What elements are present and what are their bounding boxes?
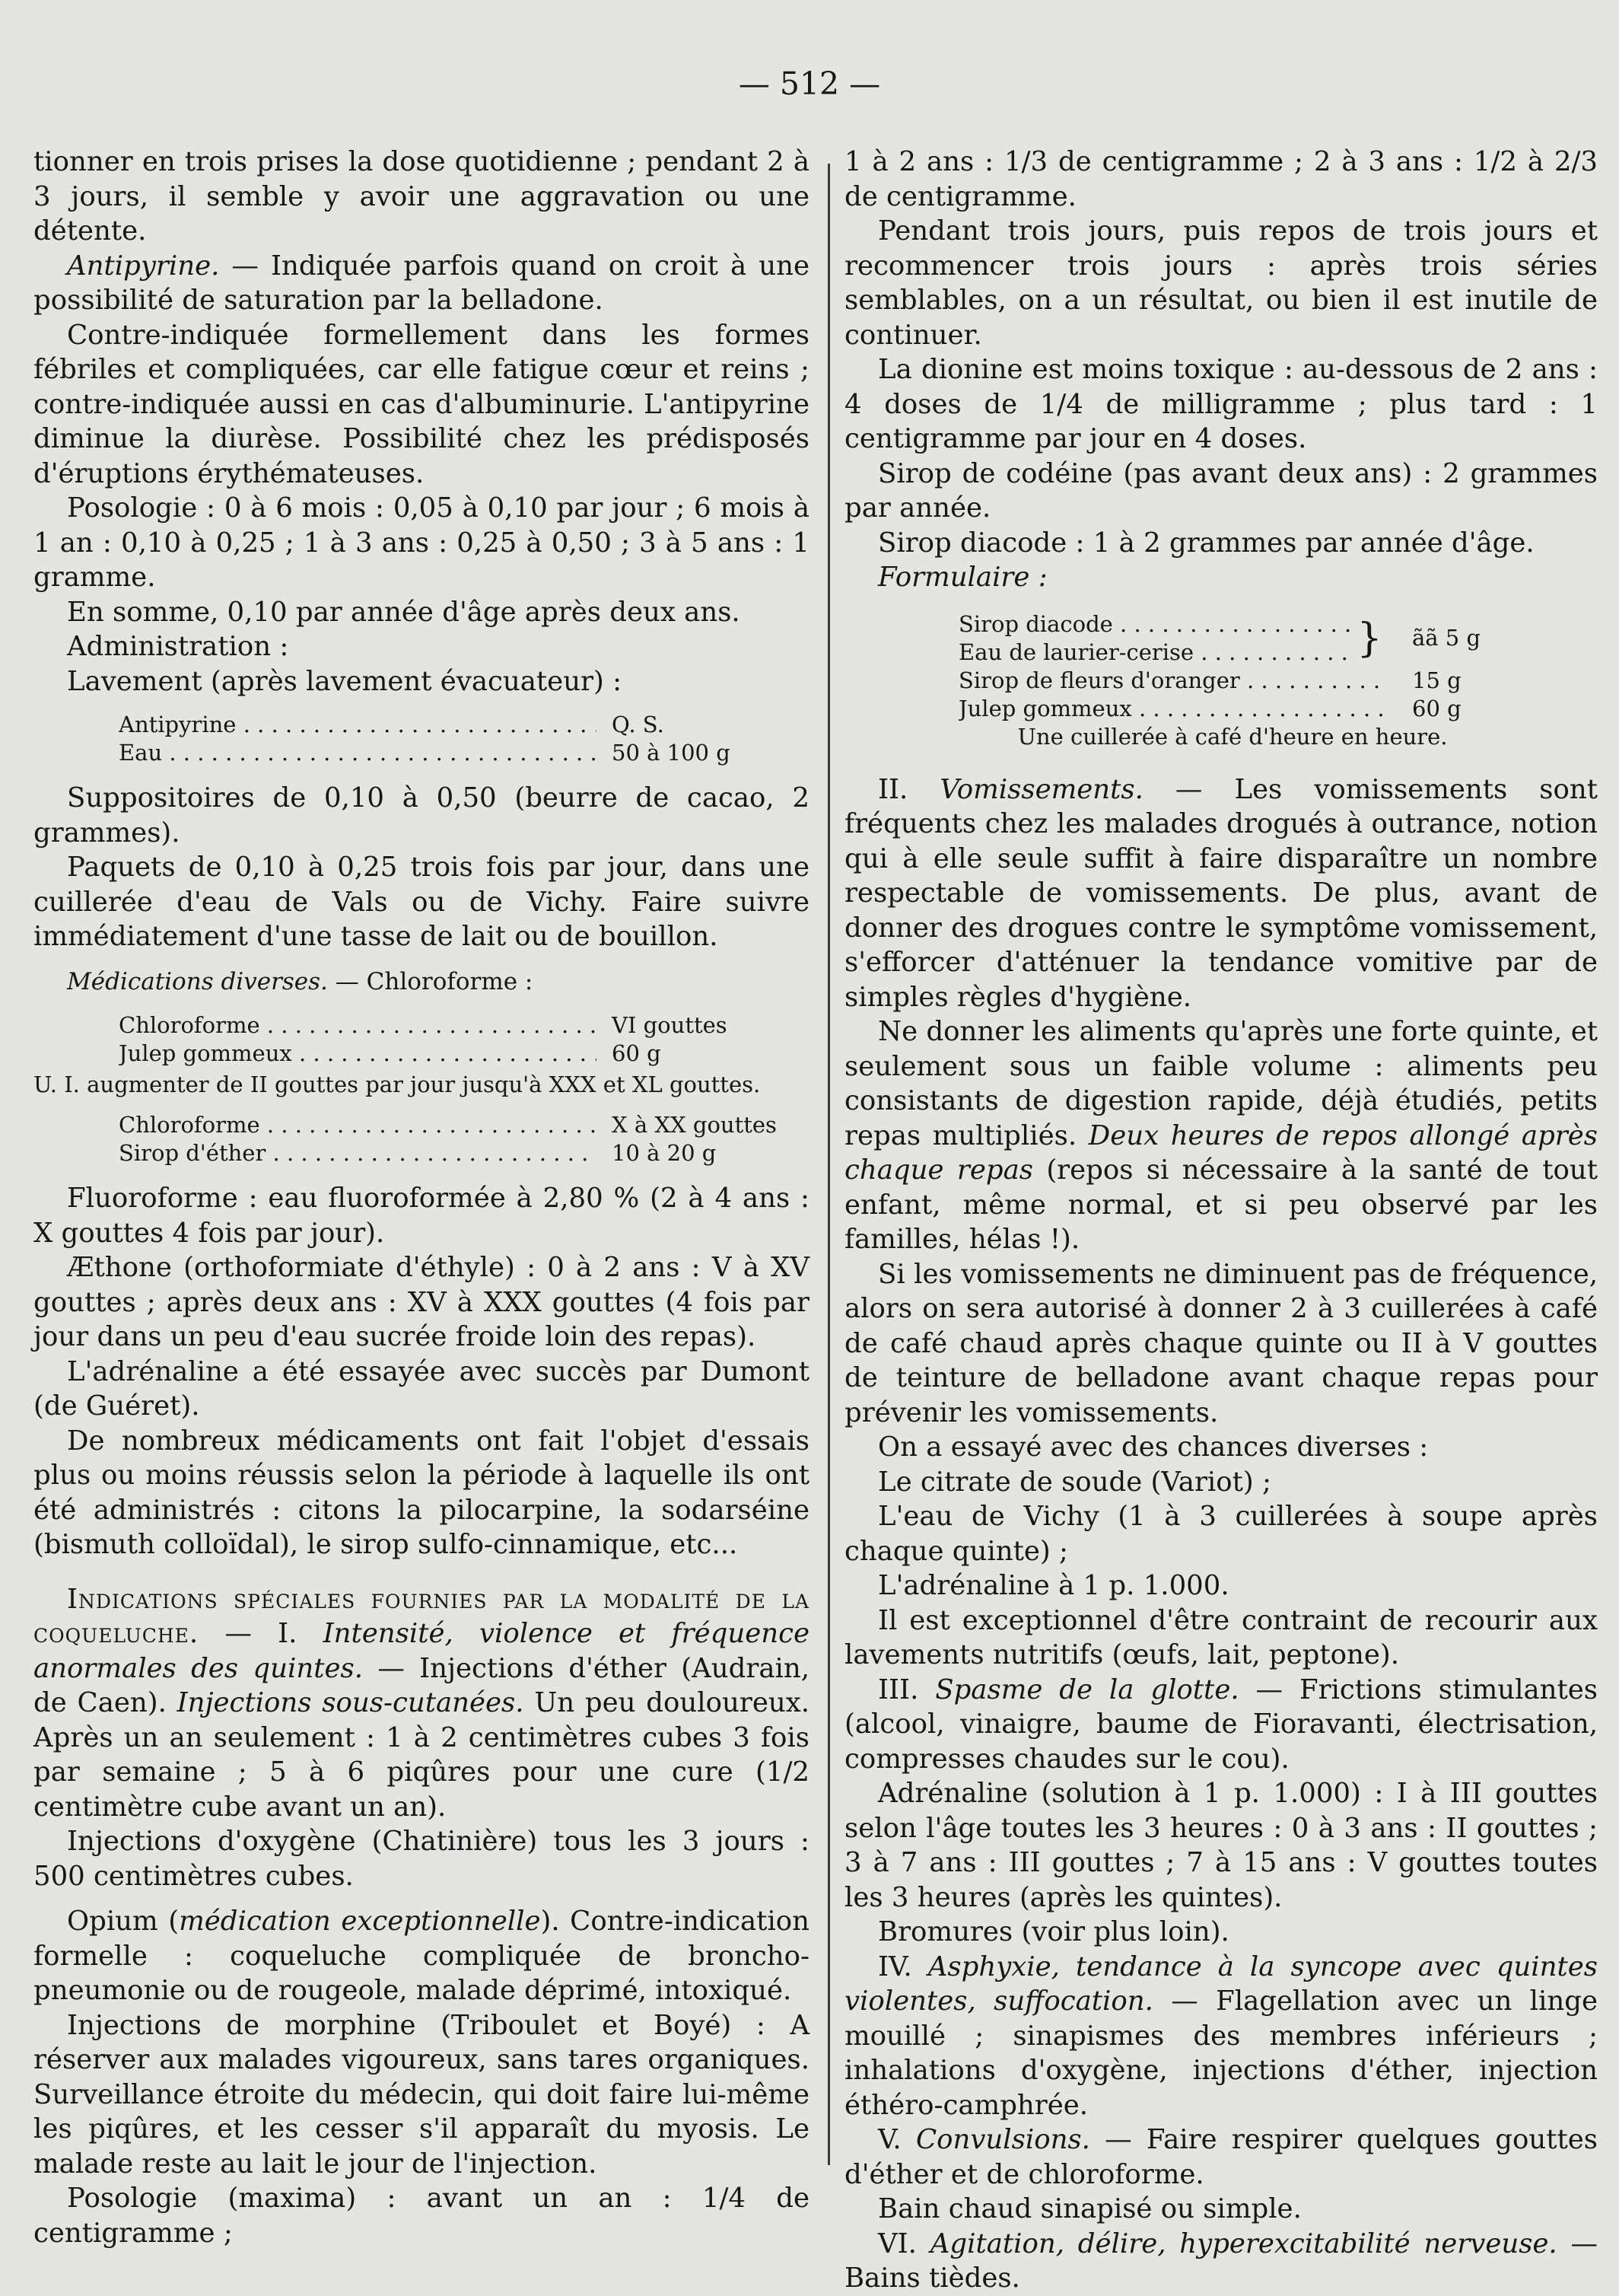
paragraph: On a essayé avec des chances diverses : <box>878 1431 1429 1463</box>
paragraph: II. Vomissements. — Les vomissements sont fréquents chez les malades drogués à outrance, notion qui à elle seule suffit à faire disparaître un nombre respectable de vomissements. De plus, avant de donner des drogues contre le symptôme vomissement, s'efforcer d'atténuer la tendance vomitive par de simples règles d'hygiène. <box>844 773 1598 1013</box>
paragraph: Le citrate de soude (Variot) ; <box>878 1466 1272 1498</box>
paragraph: Æthone (orthoformiate d'éthyle) : 0 à 2 ans : V à XV gouttes ; après deux ans : XV à XXX gouttes (4 fois par jour dans un peu d'eau sucrée froide loin des repas). <box>33 1252 810 1352</box>
paragraph: III. Spasme de la glotte. — Frictions stimulantes (alcool, vinaigre, baume de Fioravanti, électrisation, compresses chaudes sur le cou). <box>844 1673 1598 1775</box>
paragraph: Pendant trois jours, puis repos de trois jours et recommencer trois jours : après trois séries semblables, on a un résultat, ou bien il est inutile de continuer. <box>844 215 1598 351</box>
paragraph: Antipyrine. — Indiquée parfois quand on croit à une possibilité de saturation par la belladone. <box>33 250 810 316</box>
paragraph: Posologie (maxima) : avant un an : 1/4 de centigramme ; <box>33 2183 810 2249</box>
section-heading: Spasme de la glotte. <box>935 1673 1239 1705</box>
paragraph: V. Convulsions. — Faire respirer quelques gouttes d'éther et de chloroforme. <box>844 2124 1598 2190</box>
section-heading: Médications diverses. <box>67 967 328 995</box>
paragraph: Ne donner les aliments qu'après une forte quinte, et seulement sous un faible volume : aliments peu consistants de digestion rapide, déjà étudiés, petits repas multipliés. Deux heures de repos allongé après chaque repas (repos si nécessaire à la santé de tout enfant, même normal, et si peu observé par les familles, hélas !). <box>844 1016 1598 1255</box>
formula-row: Chloroforme . . . X à XX gouttes <box>119 1111 810 1139</box>
section-heading: Antipyrine. <box>67 250 220 282</box>
paragraph: Opium (médication exceptionnelle). Contre-indication formelle : coqueluche compliquée de broncho-pneumonie ou de rougeole, malade déprimé, intoxiqué. <box>33 1906 810 2006</box>
section-heading: Convulsions. <box>915 2124 1090 2155</box>
formula-row: Julep gommeux . . . 60 g <box>119 1040 810 1068</box>
formula-row: Sirop d'éther . . . 10 à 20 g <box>119 1139 810 1167</box>
paragraph: Suppositoires de 0,10 à 0,50 (beurre de cacao, 2 grammes). <box>33 782 810 849</box>
paragraph: L'eau de Vichy (1 à 3 cuillerées à soupe après chaque quinte) ; <box>844 1501 1598 1567</box>
formula-block <box>119 1111 810 1167</box>
paragraph: L'adrénaline à 1 p. 1.000. <box>878 1570 1229 1601</box>
paragraph: Sirop de codéine (pas avant deux ans) : 2 grammes par année. <box>844 457 1598 524</box>
paragraph: Sirop diacode : 1 à 2 grammes par année d'âge. <box>878 527 1535 559</box>
brace: } <box>1357 615 1382 661</box>
formula-row: Sirop de fleurs d'oranger . . . 15 g <box>959 667 1598 695</box>
formula-block <box>119 1011 810 1068</box>
formula-row: Chloroforme . . . VI gouttes <box>119 1011 810 1040</box>
paragraph: Médications diverses. — Chloroforme : <box>67 967 533 995</box>
formula-row: Antipyrine . . . Q. S. <box>119 711 810 739</box>
paragraph: 1 à 2 ans : 1/3 de centigramme ; 2 à 3 ans : 1/2 à 2/3 de centigramme. <box>844 146 1598 212</box>
formula-note: U. I. augmenter de II gouttes par jour jusqu'à XXX et XL gouttes. <box>33 1072 761 1097</box>
formula-block <box>959 610 1598 751</box>
paragraph: Fluoroforme : eau fluoroformée à 2,80 % (2 à 4 ans : X gouttes 4 fois par jour). <box>33 1183 810 1249</box>
right-column <box>844 145 1598 2296</box>
section-heading: Asphyxie, tendance à la syncope avec quintes violentes, suffocation. <box>844 1950 1598 2017</box>
paragraph: Administration : <box>67 631 289 662</box>
paragraph: Injections de morphine (Triboulet et Boyé) : A réserver aux malades vigoureux, sans tares organiques. Surveillance étroite du médecin, qui doit faire lui-même les piqûres, et les cesser s'il apparaît du myosis. Le malade reste au lait le jour de l'injection. <box>33 2009 810 2180</box>
paragraph: En somme, 0,10 par année d'âge après deux ans. <box>67 596 740 628</box>
paragraph: Adrénaline (solution à 1 p. 1.000) : I à III gouttes selon l'âge toutes les 3 heures : 0 à 3 ans : II gouttes ; 3 à 7 ans : III gouttes ; 7 à 15 ans : V gouttes toutes les 3 heures (après les quintes). <box>844 1778 1598 1913</box>
paragraph: Posologie : 0 à 6 mois : 0,05 à 0,10 par jour ; 6 mois à 1 an : 0,10 à 0,25 ; 1 à 3 ans : 0,25 à 0,50 ; 3 à 5 ans : 1 gramme. <box>33 492 810 593</box>
formula-row: Eau de laurier-cerise . . . <box>959 638 1598 667</box>
paragraph: Bromures (voir plus loin). <box>878 1916 1229 1947</box>
paragraph <box>844 560 1598 595</box>
paragraph: L'adrénaline a été essayée avec succès par Dumont (de Guéret). <box>33 1355 810 1422</box>
paragraph: Si les vomissements ne diminuent pas de fréquence, alors on sera autorisé à donner 2 à 3 cuillerées à café de café chaud après chaque quinte ou II à V gouttes de teinture de belladone avant chaque repas pour prévenir les vomissements. <box>844 1258 1598 1428</box>
paragraph: Lavement (après lavement évacuateur) : <box>67 665 622 697</box>
formula-row: Julep gommeux . . . 60 g <box>959 695 1598 723</box>
formula-row: Eau . . . 50 à 100 g <box>119 739 810 767</box>
paragraph: Bain chaud sinapisé ou simple. <box>878 2193 1302 2224</box>
paragraph: Il est exceptionnel d'être contraint de recourir aux lavements nutritifs (œufs, lait, peptone). <box>844 1604 1598 1670</box>
column-divider <box>828 164 830 2165</box>
paragraph: Paquets de 0,10 à 0,25 trois fois par jour, dans une cuillerée d'eau de Vals ou de Vichy. Faire suivre immédiatement d'une tasse de lait ou de bouillon. <box>33 852 810 952</box>
section-heading: Formulaire : <box>878 562 1048 593</box>
paragraph: Indications spéciales fournies par la modalité de la coqueluche. — I. Intensité, violence et fréquence anormales des quintes. — Injections d'éther (Audrain, de Caen). Injections sous-cutanées. Un peu douloureux. Après un an seulement : 1 à 2 centimètres cubes 3 fois par semaine ; 5 à 6 piqûres pour une cure (1/2 centimètre cube avant un an). <box>33 1583 810 1823</box>
section-heading: Indications spéciales fournies par la modalité de la coqueluche. <box>33 1583 810 1649</box>
formula-block <box>119 711 810 767</box>
section-heading: Agitation, délire, hyperexcitabilité nerveuse. <box>930 2228 1557 2259</box>
page-number: — 512 — <box>738 65 881 102</box>
paragraph: tionner en trois prises la dose quotidienne ; pendant 2 à 3 jours, il semble y avoir une aggravation ou une détente. <box>33 146 810 247</box>
paragraph: IV. Asphyxie, tendance à la syncope avec quintes violentes, suffocation. — Flagellation avec un linge mouillé ; sinapismes des membres inférieurs ; inhalations d'oxygène, injections d'éther, injection éthéro-camphrée. <box>844 1950 1598 2121</box>
paragraph: La dionine est moins toxique : au-dessous de 2 ans : 4 doses de 1/4 de milligramme ; plus tard : 1 centigramme par jour en 4 doses. <box>844 354 1598 454</box>
paragraph: Injections d'oxygène (Chatinière) tous les 3 jours : 500 centimètres cubes. <box>33 1826 810 1892</box>
left-column <box>33 145 810 2250</box>
formula-row: Sirop diacode . . . } ãã 5 g <box>959 610 1598 638</box>
paragraph: Contre-indiquée formellement dans les formes fébriles et compliquées, car elle fatigue cœur et reins ; contre-indiquée aussi en cas d'albuminurie. L'antipyrine diminue la diurèse. Possibilité chez les prédisposés d'éruptions érythémateuses. <box>33 319 810 489</box>
paragraph: De nombreux médicaments ont fait l'objet d'essais plus ou moins réussis selon la période à laquelle ils ont été administrés : citons la pilocarpine, la sodarséine (bismuth colloïdal), le sirop sulfo-cinnamique, etc... <box>33 1425 810 1560</box>
paragraph: VI. Agitation, délire, hyperexcitabilité nerveuse. — Bains tièdes. <box>844 2228 1598 2294</box>
section-heading: Vomissements. <box>940 773 1143 805</box>
formula-note: Une cuillerée à café d'heure en heure. <box>1017 723 1448 750</box>
